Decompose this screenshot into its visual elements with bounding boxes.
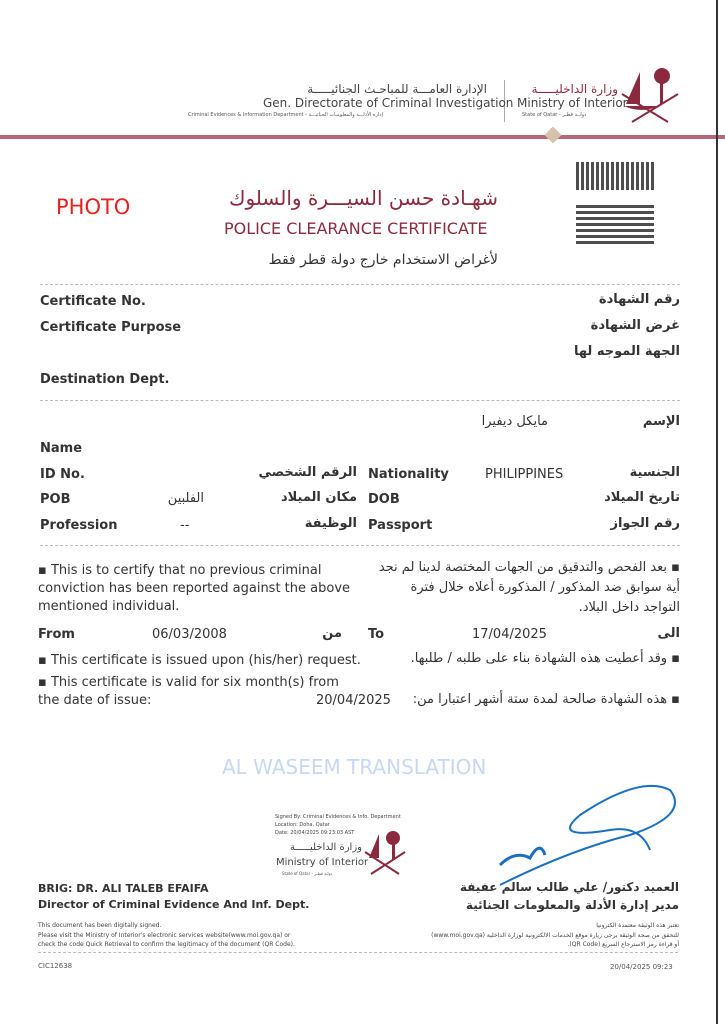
scan-edge — [716, 0, 718, 1024]
certify-en-1: ▪ This is to certify that no previous criminal — [38, 563, 322, 578]
certify-ar-2: أية سوابق ضد المذكور / المذكورة أعلاه خلال فترة — [410, 580, 680, 595]
gd-ar: الإدارة العامـــة للمباحـث الجنائيـــــة — [307, 82, 487, 96]
certify-en-3: mentioned individual. — [38, 599, 180, 614]
passport-label-ar: رقم الجواز — [610, 516, 680, 531]
moi-en: Ministry of Interior — [517, 96, 628, 110]
moi-state: State of Qatar - دولــة قطـر — [522, 112, 587, 118]
translation-watermark: AL WASEEM TRANSLATION — [222, 755, 487, 779]
certify-en-2: conviction has been reported against the above — [38, 581, 351, 596]
to-label: To — [368, 627, 385, 642]
signed-by: Signed By: Criminal Evidences & Info. Department — [275, 814, 401, 820]
qr-code-small[interactable] — [576, 162, 654, 190]
valid-en-1: ▪ This certificate is valid for six month(s) from — [38, 675, 339, 690]
footer-ar-2: للتحقق من صحة الوثيقة يرجى زيارة موقع الخدمات الالكترونية لوزارة الداخلية (www.moi.gov.qa) — [431, 932, 679, 939]
dest-label-ar: الجهة الموجه لها — [573, 344, 680, 359]
print-timestamp: 20/04/2025 09:23 — [610, 963, 673, 971]
photo-placeholder: PHOTO — [56, 195, 131, 219]
signatory-title: Director of Criminal Evidence And Inf. Dept. — [38, 898, 310, 911]
dest-label: Destination Dept. — [40, 372, 170, 387]
cert-no-label-ar: رقم الشهادة — [598, 292, 680, 307]
dob-label-ar: تاريخ الميلاد — [604, 490, 680, 505]
signatory-name-ar: العميد دكتور/ علي طالب سالم عفيفة — [459, 880, 679, 894]
pob-label: POB — [40, 492, 71, 507]
stamp-state: State of Qatar - دولـة قطـر — [282, 871, 333, 876]
name-value-ar: مايكل ديفيرا — [481, 414, 548, 429]
valid-en-2: the date of issue: — [38, 693, 152, 708]
from-label-ar: من — [322, 626, 342, 641]
footer-en-3: check the code Quick Retrieval to confirm the legitimacy of the document (QR Code). — [38, 941, 295, 948]
qatar-emblem-stamp-icon — [363, 828, 408, 878]
dept-line: Criminal Evidences & Information Department - إدارة الأدلـــة والمعلومـات الجنائيـــة — [188, 112, 383, 118]
stamp-en: Ministry of Interior — [276, 857, 369, 868]
profession-label: Profession — [40, 518, 118, 533]
document-code: CIC12638 — [38, 962, 73, 970]
valid-date: 20/04/2025 — [316, 693, 391, 708]
diamond-ornament — [545, 127, 562, 144]
footer-en-1: This document has been digitally signed. — [38, 922, 162, 929]
id-label-ar: الرقم الشخصي — [258, 465, 357, 480]
gd-en: Gen. Directorate of Criminal Investigation — [263, 96, 514, 110]
cert-no-label: Certificate No. — [40, 294, 146, 309]
footer-ar-3: أو قراءة رمز الاسترجاع السريع (QR Code). — [567, 941, 679, 948]
dob-label: DOB — [368, 492, 400, 507]
qatar-emblem-icon — [618, 64, 688, 124]
passport-label: Passport — [368, 518, 433, 533]
id-label: ID No. — [40, 467, 85, 482]
handwritten-signature-icon — [490, 780, 690, 890]
from-label: From — [38, 627, 75, 642]
nationality-label: Nationality — [368, 467, 449, 482]
name-label: Name — [40, 441, 83, 456]
from-value: 06/03/2008 — [152, 627, 227, 642]
footer-en-2: Please visit the Ministry of Interior's electronic services website(www.moi.gov.qa) or — [38, 932, 291, 939]
title-ar: شهـادة حسن السيـــرة والسلوك — [228, 186, 498, 210]
signed-date: Date: 20/04/2025 09:23:03 AST — [275, 830, 355, 836]
to-label-ar: الى — [657, 626, 680, 641]
stamp-ar: وزارة الداخليـــــة — [289, 842, 362, 853]
profession-value: -- — [180, 518, 190, 533]
purpose-ar: لأغراض الاستخدام خارج دولة قطر فقط — [268, 252, 498, 268]
pob-label-ar: مكان الميلاد — [280, 490, 357, 505]
pob-value: الفلبين — [167, 491, 204, 506]
header-band — [0, 135, 725, 139]
title-en: POLICE CLEARANCE CERTIFICATE — [224, 219, 488, 238]
certify-ar-1: ▪ بعد الفحص والتدقيق من الجهات المختصة لدينا لم نجد — [378, 560, 680, 575]
certify-ar-3: التواجد داخل البلاد. — [578, 600, 680, 615]
valid-ar: ▪ هذه الشهادة صالحة لمدة ستة أشهر اعتبارا من: — [412, 692, 680, 707]
moi-ar: وزارة الداخليـــــة — [531, 82, 618, 96]
issued-en: ▪ This certificate is issued upon (his/her) request. — [38, 653, 361, 668]
qr-code-large[interactable] — [576, 204, 654, 244]
signed-location: Location: Doha, Qatar — [275, 822, 330, 828]
signatory-name: BRIG: DR. ALI TALEB EFAIFA — [38, 882, 209, 895]
nationality-label-ar: الجنسية — [629, 465, 680, 480]
to-value: 17/04/2025 — [472, 627, 547, 642]
issued-ar: ▪ وقد أعطيت هذه الشهادة بناء على طلبه / طلبها. — [410, 651, 680, 666]
nationality-value: PHILIPPINES — [485, 467, 564, 482]
profession-label-ar: الوظيفة — [304, 516, 357, 531]
purpose-label: Certificate Purpose — [40, 320, 182, 335]
purpose-label-ar: غرض الشهادة — [590, 318, 680, 333]
signatory-title-ar: مدير إدارة الأدلة والمعلومات الجنائية — [465, 898, 679, 912]
footer-ar-1: تعتبر هذه الوثيقة معتمدة الكترونيا — [596, 922, 679, 929]
name-label-ar: الإسم — [642, 414, 680, 429]
